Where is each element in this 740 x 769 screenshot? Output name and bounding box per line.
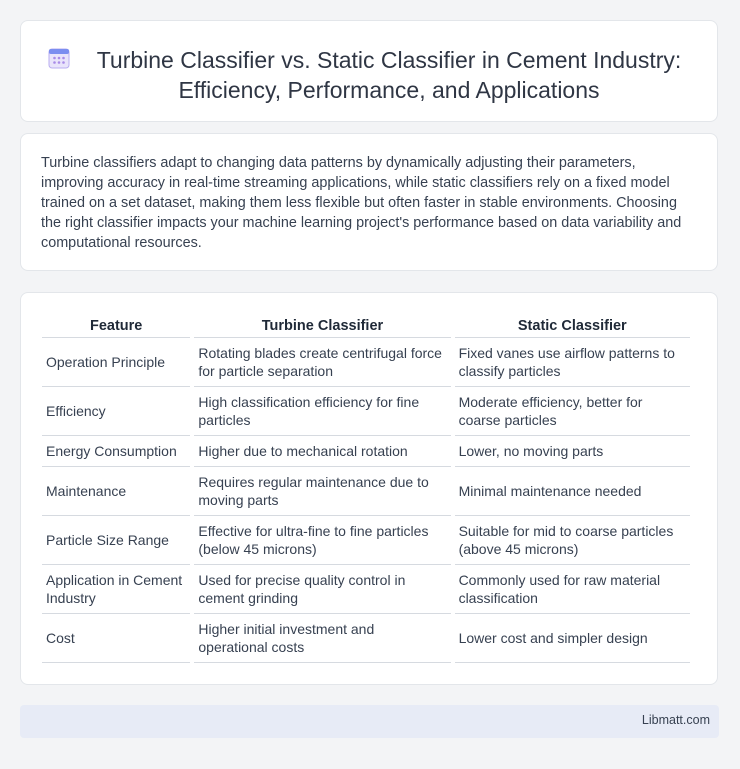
summary-card — [20, 133, 718, 271]
comparison-table-card — [20, 292, 718, 685]
table-cell-feature: Operation Principle — [42, 338, 190, 387]
table-cell-feature: Efficiency — [42, 387, 190, 436]
table-cell-static: Commonly used for raw material classification — [455, 565, 690, 614]
table-cell-turbine: Requires regular maintenance due to moving parts — [194, 467, 450, 516]
table-cell-static: Minimal maintenance needed — [455, 467, 690, 516]
comparison-table — [38, 315, 694, 663]
table-cell-turbine: Higher initial investment and operational costs — [194, 614, 450, 663]
column-header-feature: Feature — [42, 315, 190, 338]
table-row — [42, 516, 690, 565]
table-row — [42, 387, 690, 436]
table-cell-turbine: Rotating blades create centrifugal force for particle separation — [194, 338, 450, 387]
table-cell-static: Suitable for mid to coarse particles (above 45 microns) — [455, 516, 690, 565]
table-cell-turbine: High classification efficiency for fine particles — [194, 387, 450, 436]
table-cell-feature: Particle Size Range — [42, 516, 190, 565]
table-cell-turbine: Effective for ultra-fine to fine particles (below 45 microns) — [194, 516, 450, 565]
table-row — [42, 436, 690, 467]
footer-site-link[interactable]: Libmatt.com — [641, 713, 710, 727]
table-cell-feature: Energy Consumption — [42, 436, 190, 467]
page-title: Turbine Classifier vs. Static Classifier in Cement Industry: Efficiency, Performance, and Applications — [96, 47, 682, 103]
table-cell-static: Fixed vanes use airflow patterns to classify particles — [455, 338, 690, 387]
column-header-static: Static Classifier — [455, 315, 690, 338]
table-header-row — [42, 315, 690, 338]
table-cell-static: Lower, no moving parts — [455, 436, 690, 467]
table-cell-static: Lower cost and simpler design — [455, 614, 690, 663]
column-header-turbine: Turbine Classifier — [194, 315, 450, 338]
calendar-grid-icon — [47, 46, 71, 70]
table-row — [42, 614, 690, 663]
header-card — [20, 20, 718, 122]
summary-paragraph: Turbine classifiers adapt to changing data patterns by dynamically adjusting their parameters, improving accuracy in real-time streaming applications, while static classifiers rely on a fixed model trained on a set dataset, making them less flexible but often faster in stable environments. Choosing the right classifier impacts your machine learning project's performance based on data variability and computational resources. — [41, 155, 682, 251]
footer-bar — [20, 705, 719, 738]
table-row — [42, 565, 690, 614]
table-row — [42, 338, 690, 387]
table-cell-feature: Cost — [42, 614, 190, 663]
table-cell-turbine: Higher due to mechanical rotation — [194, 436, 450, 467]
table-cell-static: Moderate efficiency, better for coarse particles — [455, 387, 690, 436]
table-cell-turbine: Used for precise quality control in cement grinding — [194, 565, 450, 614]
table-cell-feature: Application in Cement Industry — [42, 565, 190, 614]
table-cell-feature: Maintenance — [42, 467, 190, 516]
table-row — [42, 467, 690, 516]
